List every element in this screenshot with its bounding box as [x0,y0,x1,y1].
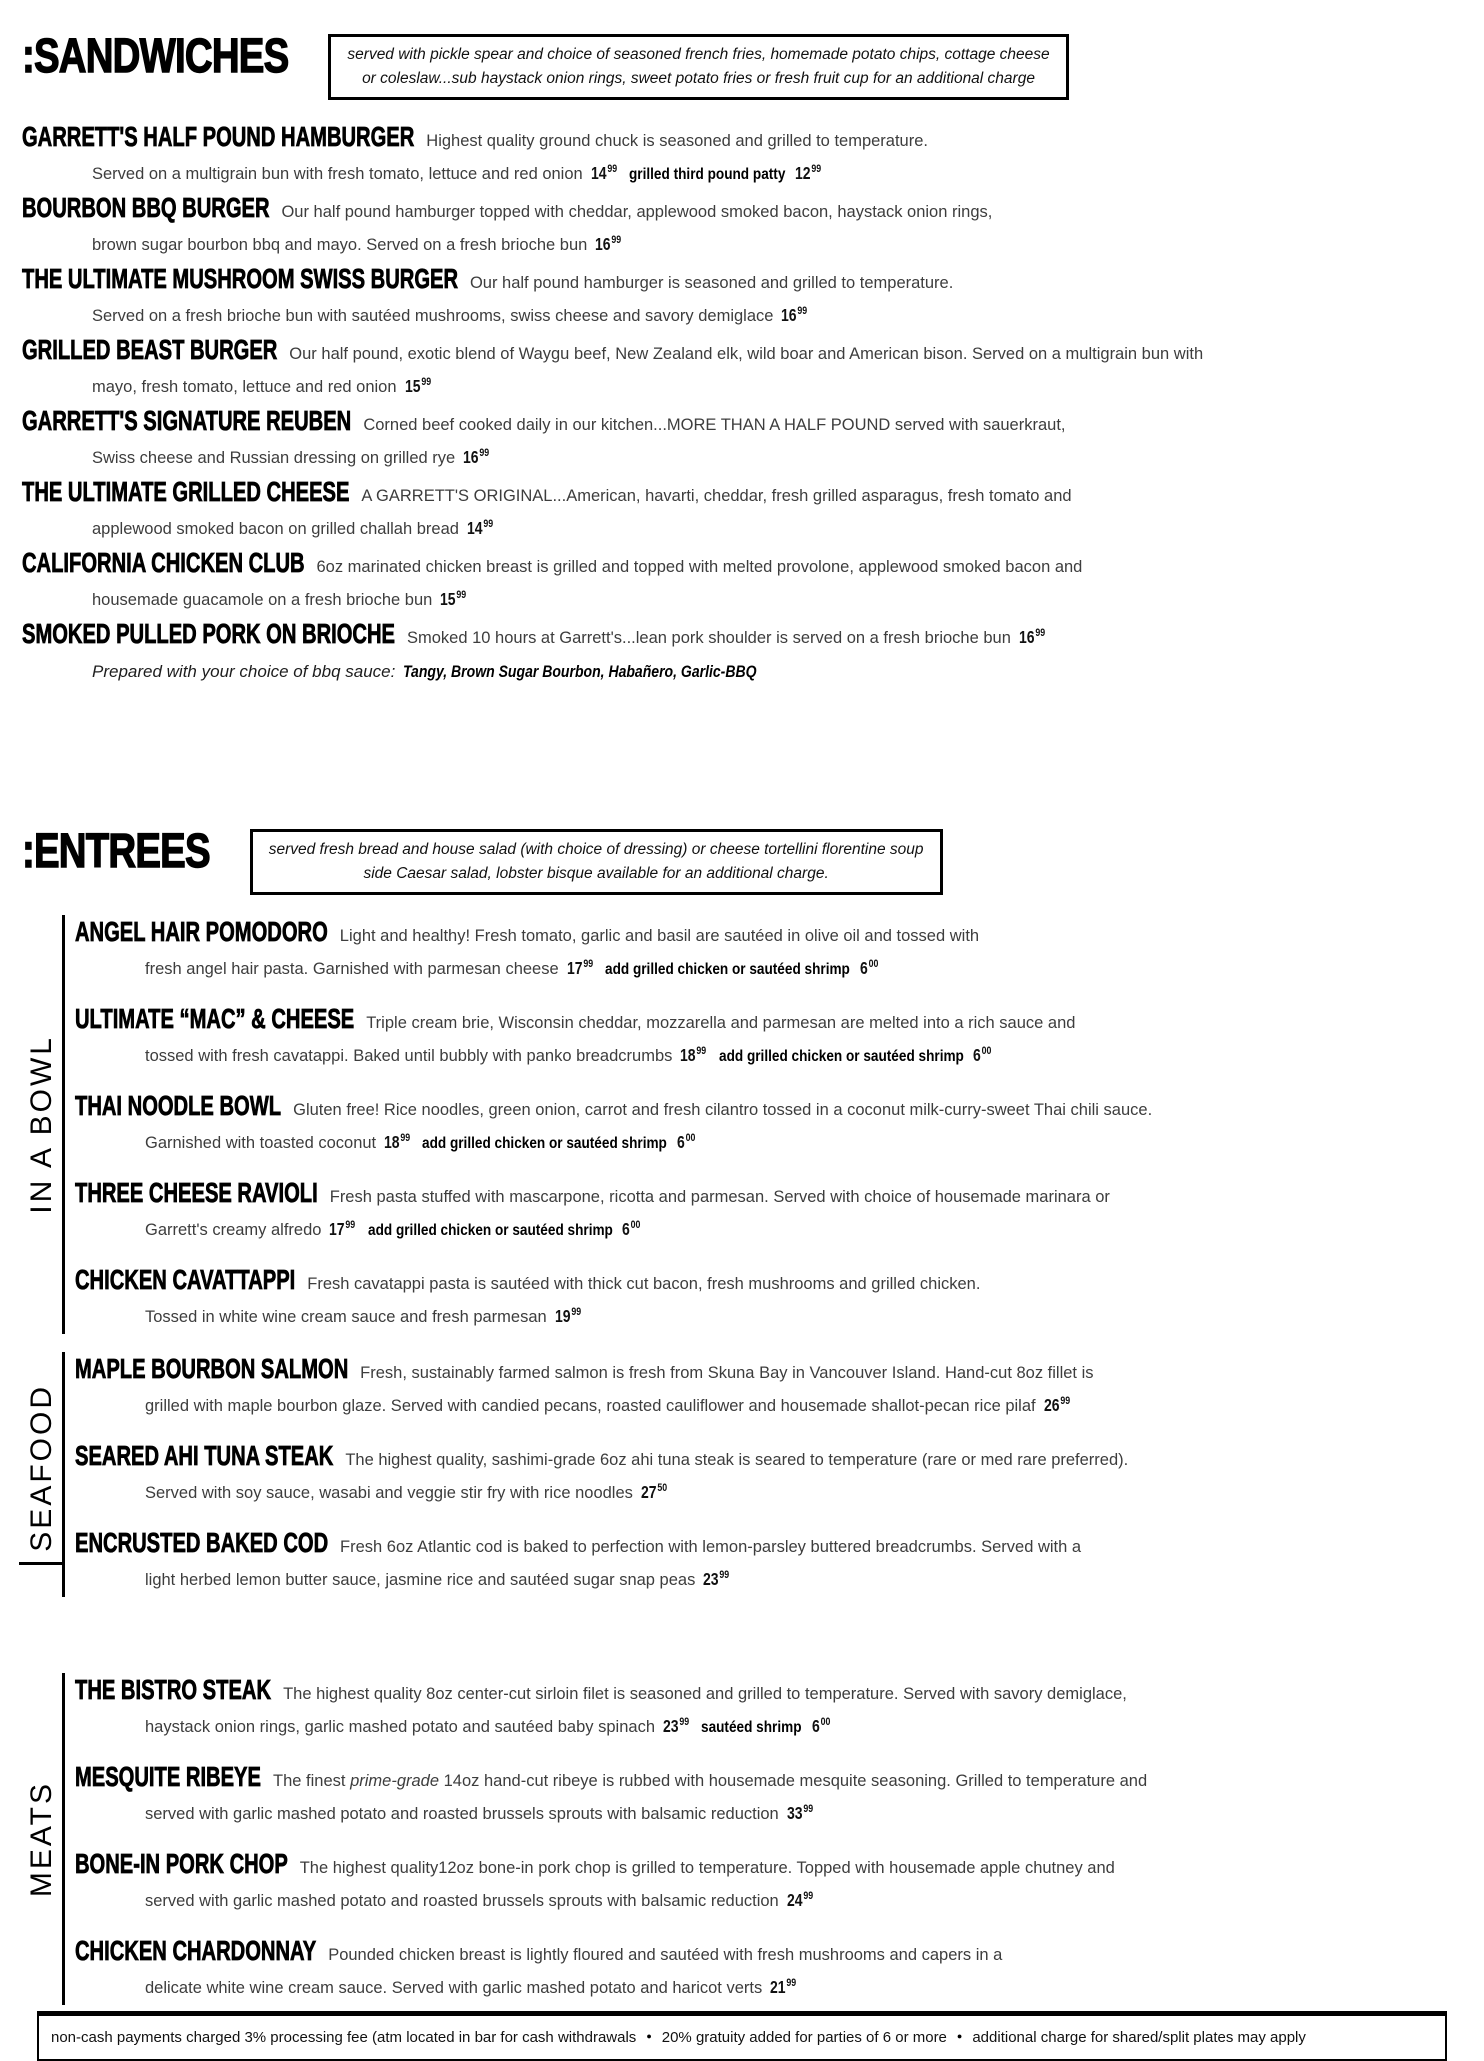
price [641,1477,667,1510]
text-segment: Tangy, Brown Sugar Bourbon, Habañero, Garlic-BBQ [403,663,757,682]
text-segment: Pounded chicken breast is lightly floured and sautéed with fresh mushrooms and capers in a [328,1946,1003,1965]
price [567,953,593,986]
item-line-2 [75,1127,1464,1160]
item-line-2 [75,1214,1464,1247]
item-line-1 [75,1089,1464,1127]
section-title: :SANDWICHES [22,30,289,83]
bullet-separator: ● [646,2031,652,2042]
section-note-box [250,829,943,895]
menu-item [22,404,1464,475]
text-segment: 14oz hand-cut ribeye is rubbed with housemade mesquite seasoning. Grilled to temperature and [439,1772,1148,1791]
price [973,1040,991,1073]
price [591,158,617,191]
item-name: CHICKEN CHARDONNAY [75,1935,317,1967]
item-name: SEARED AHI TUNA STEAK [75,1440,334,1472]
item-line-2 [22,229,1464,262]
price-cents: 99 [479,447,490,460]
text-segment: Served with soy sauce, wasabi and veggie stir fry with rice noodles [145,1484,633,1503]
menu-item [22,333,1464,404]
item-name: THE BISTRO STEAK [75,1674,272,1706]
section-title: :ENTREES [22,825,210,879]
text-segment: Corned beef cooked daily in our kitchen...MORE THAN A HALF POUND served with sauerkraut, [363,416,1066,435]
item-line-2 [75,1040,1464,1073]
price [555,1301,581,1334]
item-line-2 [22,584,1464,617]
footer-text: additional charge for shared/split plates may apply [972,2029,1306,2047]
section-header [22,825,1464,895]
item-name: ENCRUSTED BAKED COD [75,1527,329,1559]
menu-item [75,1847,1464,1918]
menu-group [22,120,1464,687]
menu-item [75,1176,1464,1247]
text-segment: Fresh pasta stuffed with mascarpone, ricotta and parmesan. Served with choice of housemade marinara or [329,1188,1110,1207]
text-segment: The highest quality, sashimi-grade 6oz ahi tuna steak is seared to temperature (rare or med rare preferred). [345,1451,1129,1470]
price-cents: 99 [583,958,593,971]
price-dollars: 6 [859,958,868,979]
item-name: GRILLED BEAST BURGER [22,334,278,366]
footer-note-box [37,2011,1447,2061]
menu-item [75,915,1464,986]
menu-item [75,1089,1464,1160]
menu-section-entrees [22,825,1464,2005]
menu-item [75,1352,1464,1423]
text-segment: The finest [273,1772,351,1791]
text-segment: Fresh 6oz Atlantic cod is baked to perfection with lemon-parsley buttered breadcrumbs. Served with a [340,1538,1082,1557]
menu-group-seafood [22,1352,1464,1597]
bullet-separator: ● [956,2031,963,2042]
item-line-1 [22,617,1464,657]
item-line-2 [75,1972,1464,2005]
item-name: ULTIMATE “MAC” & CHEESE [75,1003,355,1035]
item-line-2 [75,1798,1464,1831]
price [787,1885,813,1918]
item-name: THE ULTIMATE GRILLED CHEESE [22,476,350,508]
group-items [65,1673,1464,2005]
item-line-1 [22,475,1464,513]
item-line-1 [22,333,1464,371]
menu-item [75,1263,1464,1334]
price [703,1564,729,1597]
price-cents: 99 [400,1132,411,1145]
group-items [22,120,1464,687]
menu-item [22,546,1464,617]
item-name: BONE-IN PORK CHOP [75,1848,288,1880]
price-dollars: 6 [811,1716,820,1737]
text-segment: Swiss cheese and Russian dressing on grilled rye [92,449,456,468]
item-name: SMOKED PULLED PORK ON BRIOCHE [22,618,395,650]
price-dollars: 26 [1043,1395,1060,1416]
text-segment: The highest quality12oz bone-in pork chop is grilled to temperature. Topped with housemade apple chutney and [299,1859,1115,1878]
price [677,1127,695,1160]
price-cents: 99 [811,163,822,176]
price-dollars: 17 [566,958,583,979]
item-line-2 [22,657,1464,687]
item-line-1 [22,191,1464,229]
text-segment: served with garlic mashed potato and roasted brussels sprouts with balsamic reduction [145,1805,779,1824]
text-segment: housemade guacamole on a fresh brioche bun [92,591,433,610]
text-segment: Served on a multigrain bun with fresh tomato, lettuce and red onion [92,165,583,184]
price-dollars: 33 [786,1803,803,1824]
price [595,229,621,262]
price [680,1040,706,1073]
group-label-underline [19,1562,65,1565]
text-segment: sautéed shrimp [701,1719,802,1737]
item-name: MESQUITE RIBEYE [75,1761,261,1793]
item-name: BOURBON BBQ BURGER [22,192,270,224]
group-items [65,915,1464,1334]
menu-item [22,475,1464,546]
text-segment: applewood smoked bacon on grilled challah bread [92,520,459,539]
price-dollars: 16 [463,447,479,468]
item-line-2 [75,1477,1464,1510]
text-segment: Garrett's creamy alfredo [145,1221,322,1240]
price [440,584,466,617]
price-dollars: 15 [404,376,421,397]
text-segment: prime-grade [350,1772,440,1791]
item-line-1 [22,546,1464,584]
text-segment: Our half pound, exotic blend of Waygu beef, New Zealand elk, wild boar and American bison. Served on a multigrain bun with [289,345,1204,364]
price-dollars: 14 [466,518,483,539]
text-segment: grilled third pound patty [628,166,786,184]
item-line-1 [75,1760,1464,1798]
text-segment: Light and healthy! Fresh tomato, garlic and basil are sautéed in olive oil and tossed with [339,927,980,946]
price-dollars: 16 [781,305,798,326]
text-segment: add grilled chicken or sautéed shrimp [604,961,850,979]
item-line-1 [22,120,1464,158]
menu-section-sandwiches [22,30,1464,687]
text-segment: delicate white wine cream sauce. Served with garlic mashed potato and haricot verts [145,1979,763,1998]
price-dollars: 23 [663,1716,679,1737]
item-line-1 [75,1176,1464,1214]
price-cents: 99 [803,1890,813,1903]
item-line-2 [22,442,1464,475]
price-cents: 99 [611,234,622,247]
text-segment: add grilled chicken or sautéed shrimp [367,1222,613,1240]
price-cents: 99 [571,1306,581,1319]
price [795,158,821,191]
price-dollars: 18 [680,1045,696,1066]
section-header [22,30,1464,100]
text-segment: Served on a fresh brioche bun with sautéed mushrooms, swiss cheese and savory demiglace [92,307,774,326]
text-segment: Fresh cavatappi pasta is sautéed with thick cut bacon, fresh mushrooms and grilled chicken. [307,1275,981,1294]
price [787,1798,813,1831]
text-segment: brown sugar bourbon bbq and mayo. Served on a fresh brioche bun [92,236,588,255]
price-cents: 50 [657,1482,668,1495]
item-name: CALIFORNIA CHICKEN CLUB [22,547,305,579]
text-segment: tossed with fresh cavatappi. Baked until bubbly with panko breadcrumbs [145,1047,673,1066]
group-label: SEAFOOD [25,1384,58,1552]
price-cents: 00 [868,958,879,971]
footer-text: non-cash payments charged 3% processing fee (atm located in bar for cash withdrawals [51,2029,637,2047]
price-cents: 99 [456,589,467,602]
text-segment: Tossed in white wine cream sauce and fresh parmesan [145,1308,547,1327]
text-segment: 6oz marinated chicken breast is grilled and topped with melted provolone, applewood smoked bacon and [316,558,1083,577]
text-segment: Garnished with toasted coconut [145,1134,377,1153]
item-name: CHICKEN CAVATTAPPI [75,1264,296,1296]
price-dollars: 23 [703,1569,719,1590]
item-line-1 [75,1934,1464,1972]
price [405,371,431,404]
item-line-1 [75,1439,1464,1477]
item-name: MAPLE BOURBON SALMON [75,1353,349,1385]
group-items [65,1352,1464,1597]
price-cents: 00 [820,1716,831,1729]
footer-text: 20% gratuity added for parties of 6 or more [661,2029,947,2047]
price-dollars: 27 [640,1482,657,1503]
price-dollars: 6 [677,1132,685,1153]
group-label-column [22,1673,62,2005]
price-cents: 99 [797,305,808,318]
note-line: side Caesar salad, lobster bisque available for an additional charge. [363,865,829,883]
text-segment: Gluten free! Rice noodles, green onion, carrot and fresh cilantro tossed in a coconut milk-curry-sweet Thai chili sauce. [293,1101,1153,1120]
item-line-2 [22,371,1464,404]
price-cents: 99 [420,376,431,389]
price-cents: 99 [483,518,494,531]
price [812,1711,830,1744]
price-dollars: 21 [770,1977,786,1998]
restaurant-menu-page [22,30,1464,2061]
price-cents: 99 [679,1716,690,1729]
price-dollars: 19 [554,1306,571,1327]
price-dollars: 16 [595,234,611,255]
price [1019,620,1045,657]
price-cents: 99 [345,1219,356,1232]
item-name: THREE CHEESE RAVIOLI [75,1177,318,1209]
text-segment: mayo, fresh tomato, lettuce and red onion [92,378,397,397]
price-cents: 99 [719,1569,730,1582]
note-line: served fresh bread and house salad (with choice of dressing) or cheese tortellini florentine soup [268,841,924,859]
price-cents: 00 [981,1045,992,1058]
price-cents: 99 [696,1045,707,1058]
price-dollars: 24 [786,1890,803,1911]
menu-item [75,1002,1464,1073]
note-line: served with pickle spear and choice of seasoned french fries, homemade potato chips, cottage cheese [347,46,1050,63]
price-dollars: 6 [973,1045,982,1066]
text-segment: served with garlic mashed potato and roasted brussels sprouts with balsamic reduction [145,1892,779,1911]
menu-item [75,1760,1464,1831]
price [384,1127,410,1160]
item-line-1 [75,1263,1464,1301]
price-cents: 99 [803,1803,813,1816]
price-dollars: 18 [384,1132,400,1153]
item-line-2 [75,1564,1464,1597]
price-dollars: 16 [1018,627,1035,648]
menu-item [75,1526,1464,1597]
item-line-2 [75,1301,1464,1334]
text-segment: Fresh, sustainably farmed salmon is fresh from Skuna Bay in Vancouver Island. Hand-cut 8oz fillet is [360,1364,1094,1383]
section-note-box [328,34,1068,100]
item-line-1 [75,1847,1464,1885]
price [663,1711,689,1744]
text-segment: grilled with maple bourbon glaze. Served with candied pecans, roasted cauliflower and housemade shallot-pecan rice pilaf [145,1397,1036,1416]
item-line-1 [22,404,1464,442]
price-dollars: 12 [795,163,811,184]
item-name: THE ULTIMATE MUSHROOM SWISS BURGER [22,263,459,295]
text-segment: A GARRETT'S ORIGINAL...American, havarti, cheddar, fresh grilled asparagus, fresh tomato and [361,487,1072,506]
text-segment: add grilled chicken or sautéed shrimp [422,1135,668,1153]
price [463,442,489,475]
menu-group-in-a-bowl [22,915,1464,1334]
item-line-1 [75,1526,1464,1564]
menu-item [22,617,1464,687]
price-cents: 99 [1035,627,1046,640]
item-line-2 [22,158,1464,191]
group-label: MEATS [25,1781,58,1898]
price-cents: 99 [607,163,617,176]
text-segment: Triple cream brie, Wisconsin cheddar, mozzarella and parmesan are melted into a rich sauce and [366,1014,1076,1033]
menu-item [75,1934,1464,2005]
price-dollars: 6 [622,1219,631,1240]
menu-item [22,120,1464,191]
item-line-2 [22,513,1464,546]
item-line-1 [22,262,1464,300]
menu-group-meats [22,1673,1464,2005]
price-dollars: 14 [590,163,607,184]
item-line-1 [75,1002,1464,1040]
price [329,1214,355,1247]
price-cents: 99 [1059,1395,1070,1408]
text-segment: add grilled chicken or sautéed shrimp [718,1048,964,1066]
price [860,953,878,986]
price [781,300,807,333]
item-line-1 [75,1673,1464,1711]
price [770,1972,796,2005]
item-name: ANGEL HAIR POMODORO [75,916,328,948]
text-segment: light herbed lemon butter sauce, jasmine rice and sautéed sugar snap peas [145,1571,696,1590]
item-name: GARRETT'S SIGNATURE REUBEN [22,405,352,437]
price [467,513,493,546]
menu-item [22,262,1464,333]
item-name: GARRETT'S HALF POUND HAMBURGER [22,121,415,153]
text-segment: Prepared with your choice of bbq sauce: [92,662,396,682]
item-line-1 [75,915,1464,953]
item-line-2 [75,1711,1464,1744]
menu-item [75,1439,1464,1510]
item-line-2 [22,300,1464,333]
item-line-2 [75,953,1464,986]
group-label-column [22,1352,62,1597]
text-segment: Our half pound hamburger is seasoned and grilled to temperature. [469,274,954,293]
group-label: IN A BOWL [25,1035,58,1214]
price-cents: 99 [786,1977,797,1990]
price [622,1214,640,1247]
menu-item [22,191,1464,262]
text-segment: Our half pound hamburger topped with cheddar, applewood smoked bacon, haystack onion rings, [281,203,993,222]
item-line-2 [75,1885,1464,1918]
text-segment: The highest quality 8oz center-cut sirloin filet is seasoned and grilled to temperature. Served with savory demiglace, [283,1685,1127,1704]
price-cents: 00 [631,1219,641,1232]
item-name: THAI NOODLE BOWL [75,1090,282,1122]
note-line: or coleslaw...sub haystack onion rings, sweet potato fries or fresh fruit cup for an additional charge [362,70,1035,88]
menu-item [75,1673,1464,1744]
item-line-1 [75,1352,1464,1390]
price [1044,1390,1070,1423]
price-dollars: 15 [440,589,456,610]
text-segment: Smoked 10 hours at Garrett's...lean pork shoulder is served on a fresh brioche bun [407,629,1011,648]
text-segment: fresh angel hair pasta. Garnished with parmesan cheese [145,960,559,979]
price-cents: 00 [685,1132,696,1145]
text-segment: Highest quality ground chuck is seasoned and grilled to temperature. [426,132,928,151]
group-label-column [22,915,62,1334]
text-segment: haystack onion rings, garlic mashed potato and sautéed baby spinach [145,1718,655,1737]
price-dollars: 17 [329,1219,346,1240]
item-line-2 [75,1390,1464,1423]
